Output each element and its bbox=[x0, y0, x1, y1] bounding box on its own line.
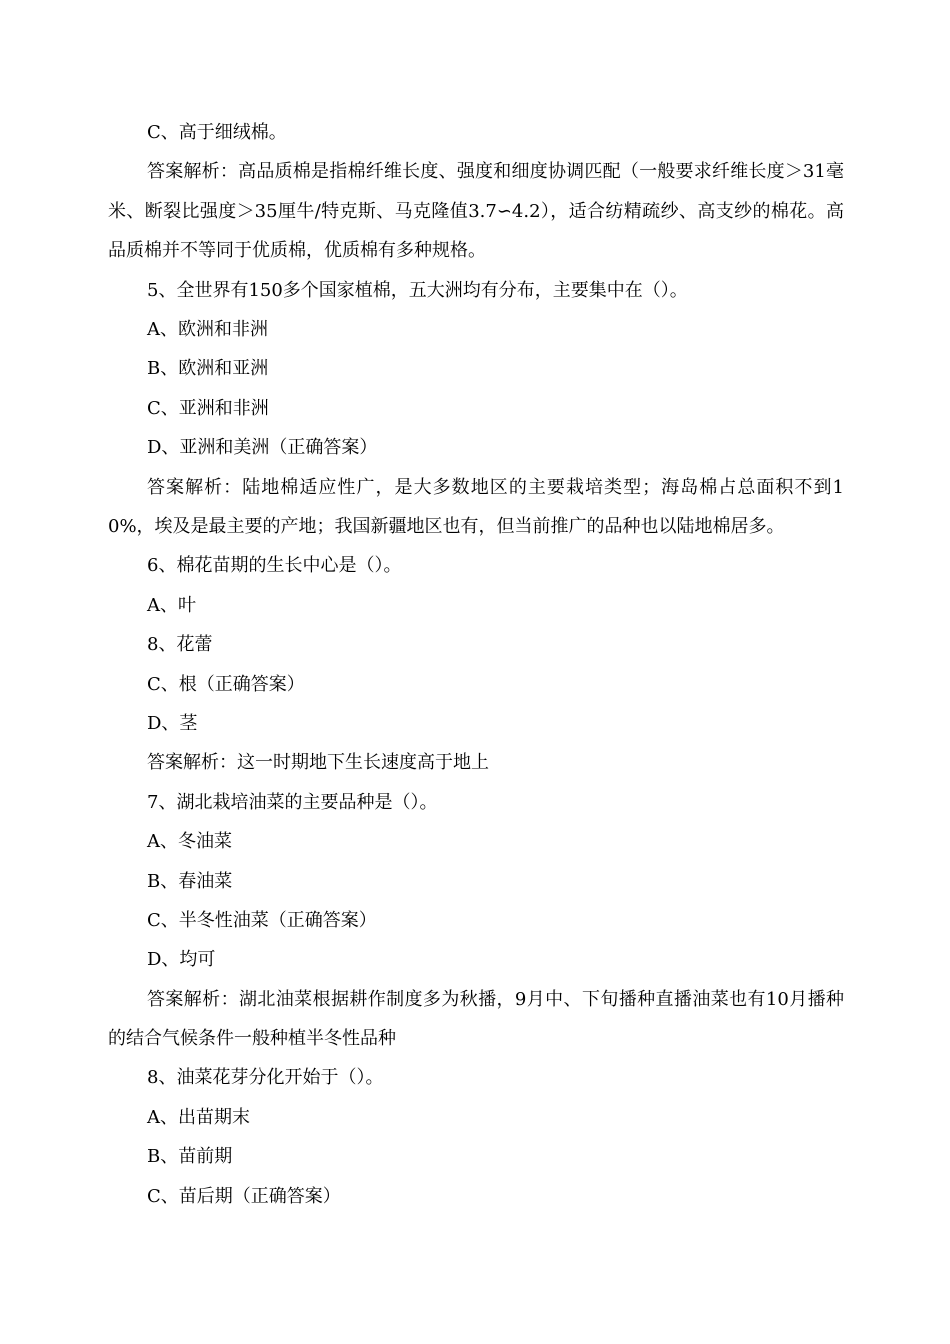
answer-option-correct: C、半冬性油菜（正确答案） bbox=[147, 909, 377, 931]
question-text: 7、湖北栽培油菜的主要品种是（）。 bbox=[147, 791, 438, 813]
answer-option: A、叶 bbox=[147, 594, 196, 616]
document-page bbox=[108, 113, 844, 1216]
answer-option-correct: C、根（正确答案） bbox=[147, 673, 305, 695]
answer-explanation: 答案解析：湖北油菜根据耕作制度多为秋播，9月中、下旬播种直播油菜也有10月播种的结合气候条件一般种植半冬性品种 bbox=[108, 988, 844, 1050]
answer-option: A、出苗期末 bbox=[147, 1106, 250, 1128]
question-text: 5、全世界有150多个国家植棉，五大洲均有分布，主要集中在（）。 bbox=[147, 279, 688, 301]
question-text: 8、油菜花芽分化开始于（）。 bbox=[147, 1067, 384, 1089]
answer-option: B、苗前期 bbox=[147, 1146, 233, 1168]
answer-option-correct: D、亚洲和美洲（正确答案） bbox=[147, 437, 378, 459]
answer-option: A、欧洲和非洲 bbox=[147, 319, 268, 340]
answer-option: A、冬油菜 bbox=[147, 831, 232, 853]
answer-explanation: 答案解析：这一时期地下生长速度高于地上 bbox=[147, 752, 489, 774]
answer-option: C、高于细绒棉。 bbox=[147, 122, 287, 143]
answer-option: B、欧洲和亚洲 bbox=[147, 358, 269, 380]
question-text: 6、棉花苗期的生长中心是（）。 bbox=[147, 555, 402, 577]
answer-explanation: 答案解析：高品质棉是指棉纤维长度、强度和细度协调匹配（一般要求纤维长度＞31毫米、断裂比强度＞35厘牛/特克斯、马克隆值3.7∽4.2），适合纺精疏纱、高支纱的棉花。高品质棉并不等同于优质棉，优质棉有多种规格。 bbox=[108, 161, 844, 262]
answer-option: C、亚洲和非洲 bbox=[147, 397, 269, 419]
answer-option: B、春油菜 bbox=[147, 870, 233, 892]
answer-option: D、均可 bbox=[147, 949, 216, 971]
answer-option: 8、花蕾 bbox=[147, 634, 213, 656]
answer-option: D、茎 bbox=[147, 712, 198, 734]
answer-option-correct: C、苗后期（正确答案） bbox=[147, 1185, 341, 1207]
answer-explanation: 答案解析：陆地棉适应性广，是大多数地区的主要栽培类型；海岛棉占总面积不到10%，埃及是最主要的产地；我国新疆地区也有，但当前推广的品种也以陆地棉居多。 bbox=[108, 476, 844, 537]
